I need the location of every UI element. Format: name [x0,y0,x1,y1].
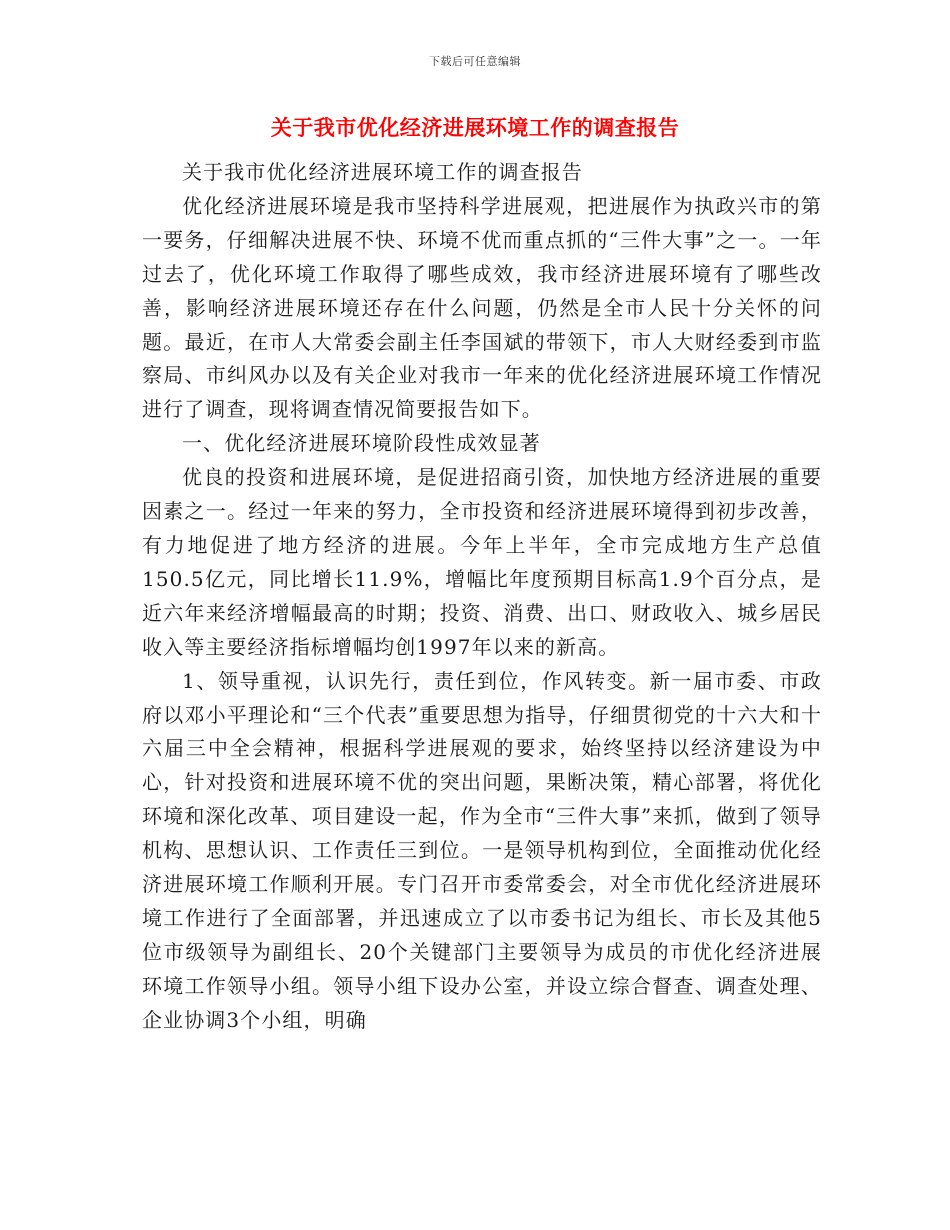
header-note: 下载后可任意编辑 [429,55,521,68]
document-body [142,156,822,1038]
document-title: 关于我市优化经济进展环境工作的调查报告 [270,116,680,140]
section-heading: 一、优化经济进展环境阶段性成效显著 [182,431,541,456]
intro-paragraph: 优化经济进展环境是我市坚持科学进展观，把进展作为执政兴市的第一要务，仔细解决进展不快、环境不优而重点抓的“三件大事”之一。一年过去了，优化环境工作取得了哪些成效，我市经济进展环境有了哪些改善，影响经济进展环境还存在什么问题，仍然是全市人民十分关怀的问题。最近，在市人大常委会副主任李国斌的带领下，市人大财经委到市监察局、市纠风办以及有关企业对我市一年来的优化经济进展环境工作情况进行了调查，现将调查情况简要报告如下。 [142,193,822,422]
body-paragraph: 优良的投资和进展环境，是促进招商引资，加快地方经济进展的重要因素之一。经过一年来的努力，全市投资和经济进展环境得到初步改善，有力地促进了地方经济的进展。今年上半年，全市完成地方生产总值150.5亿元，同比增长11.9%，增幅比年度预期目标高1.9个百分点，是近六年来经济增幅最高的时期；投资、消费、出口、财政收入、城乡居民收入等主要经济指标增幅均创1997年以来的新高。 [142,465,822,659]
body-paragraph: 1、领导重视，认识先行，责任到位，作风转变。新一届市委、市政府以邓小平理论和“三个代表”重要思想为指导，仔细贯彻党的十六大和十六届三中全会精神，根据科学进展观的要求，始终坚持以经济建设为中心，针对投资和进展环境不优的突出问题，果断决策，精心部署，将优化环境和深化改革、项目建设一起，作为全市“三件大事”来抓，做到了领导机构、思想认识、工作责任三到位。一是领导机构到位，全面推动优化经济进展环境工作顺利开展。专门召开市委常委会，对全市优化经济进展环境工作进行了全面部署，并迅速成立了以市委书记为组长、市长及其他5位市级领导为副组长、20个关键部门主要领导为成员的市优化经济进展环境工作领导小组。领导小组下设办公室，并设立综合督查、调查处理、企业协调3个小组，明确 [142,668,822,1032]
subtitle-paragraph: 关于我市优化经济进展环境工作的调查报告 [182,160,583,184]
